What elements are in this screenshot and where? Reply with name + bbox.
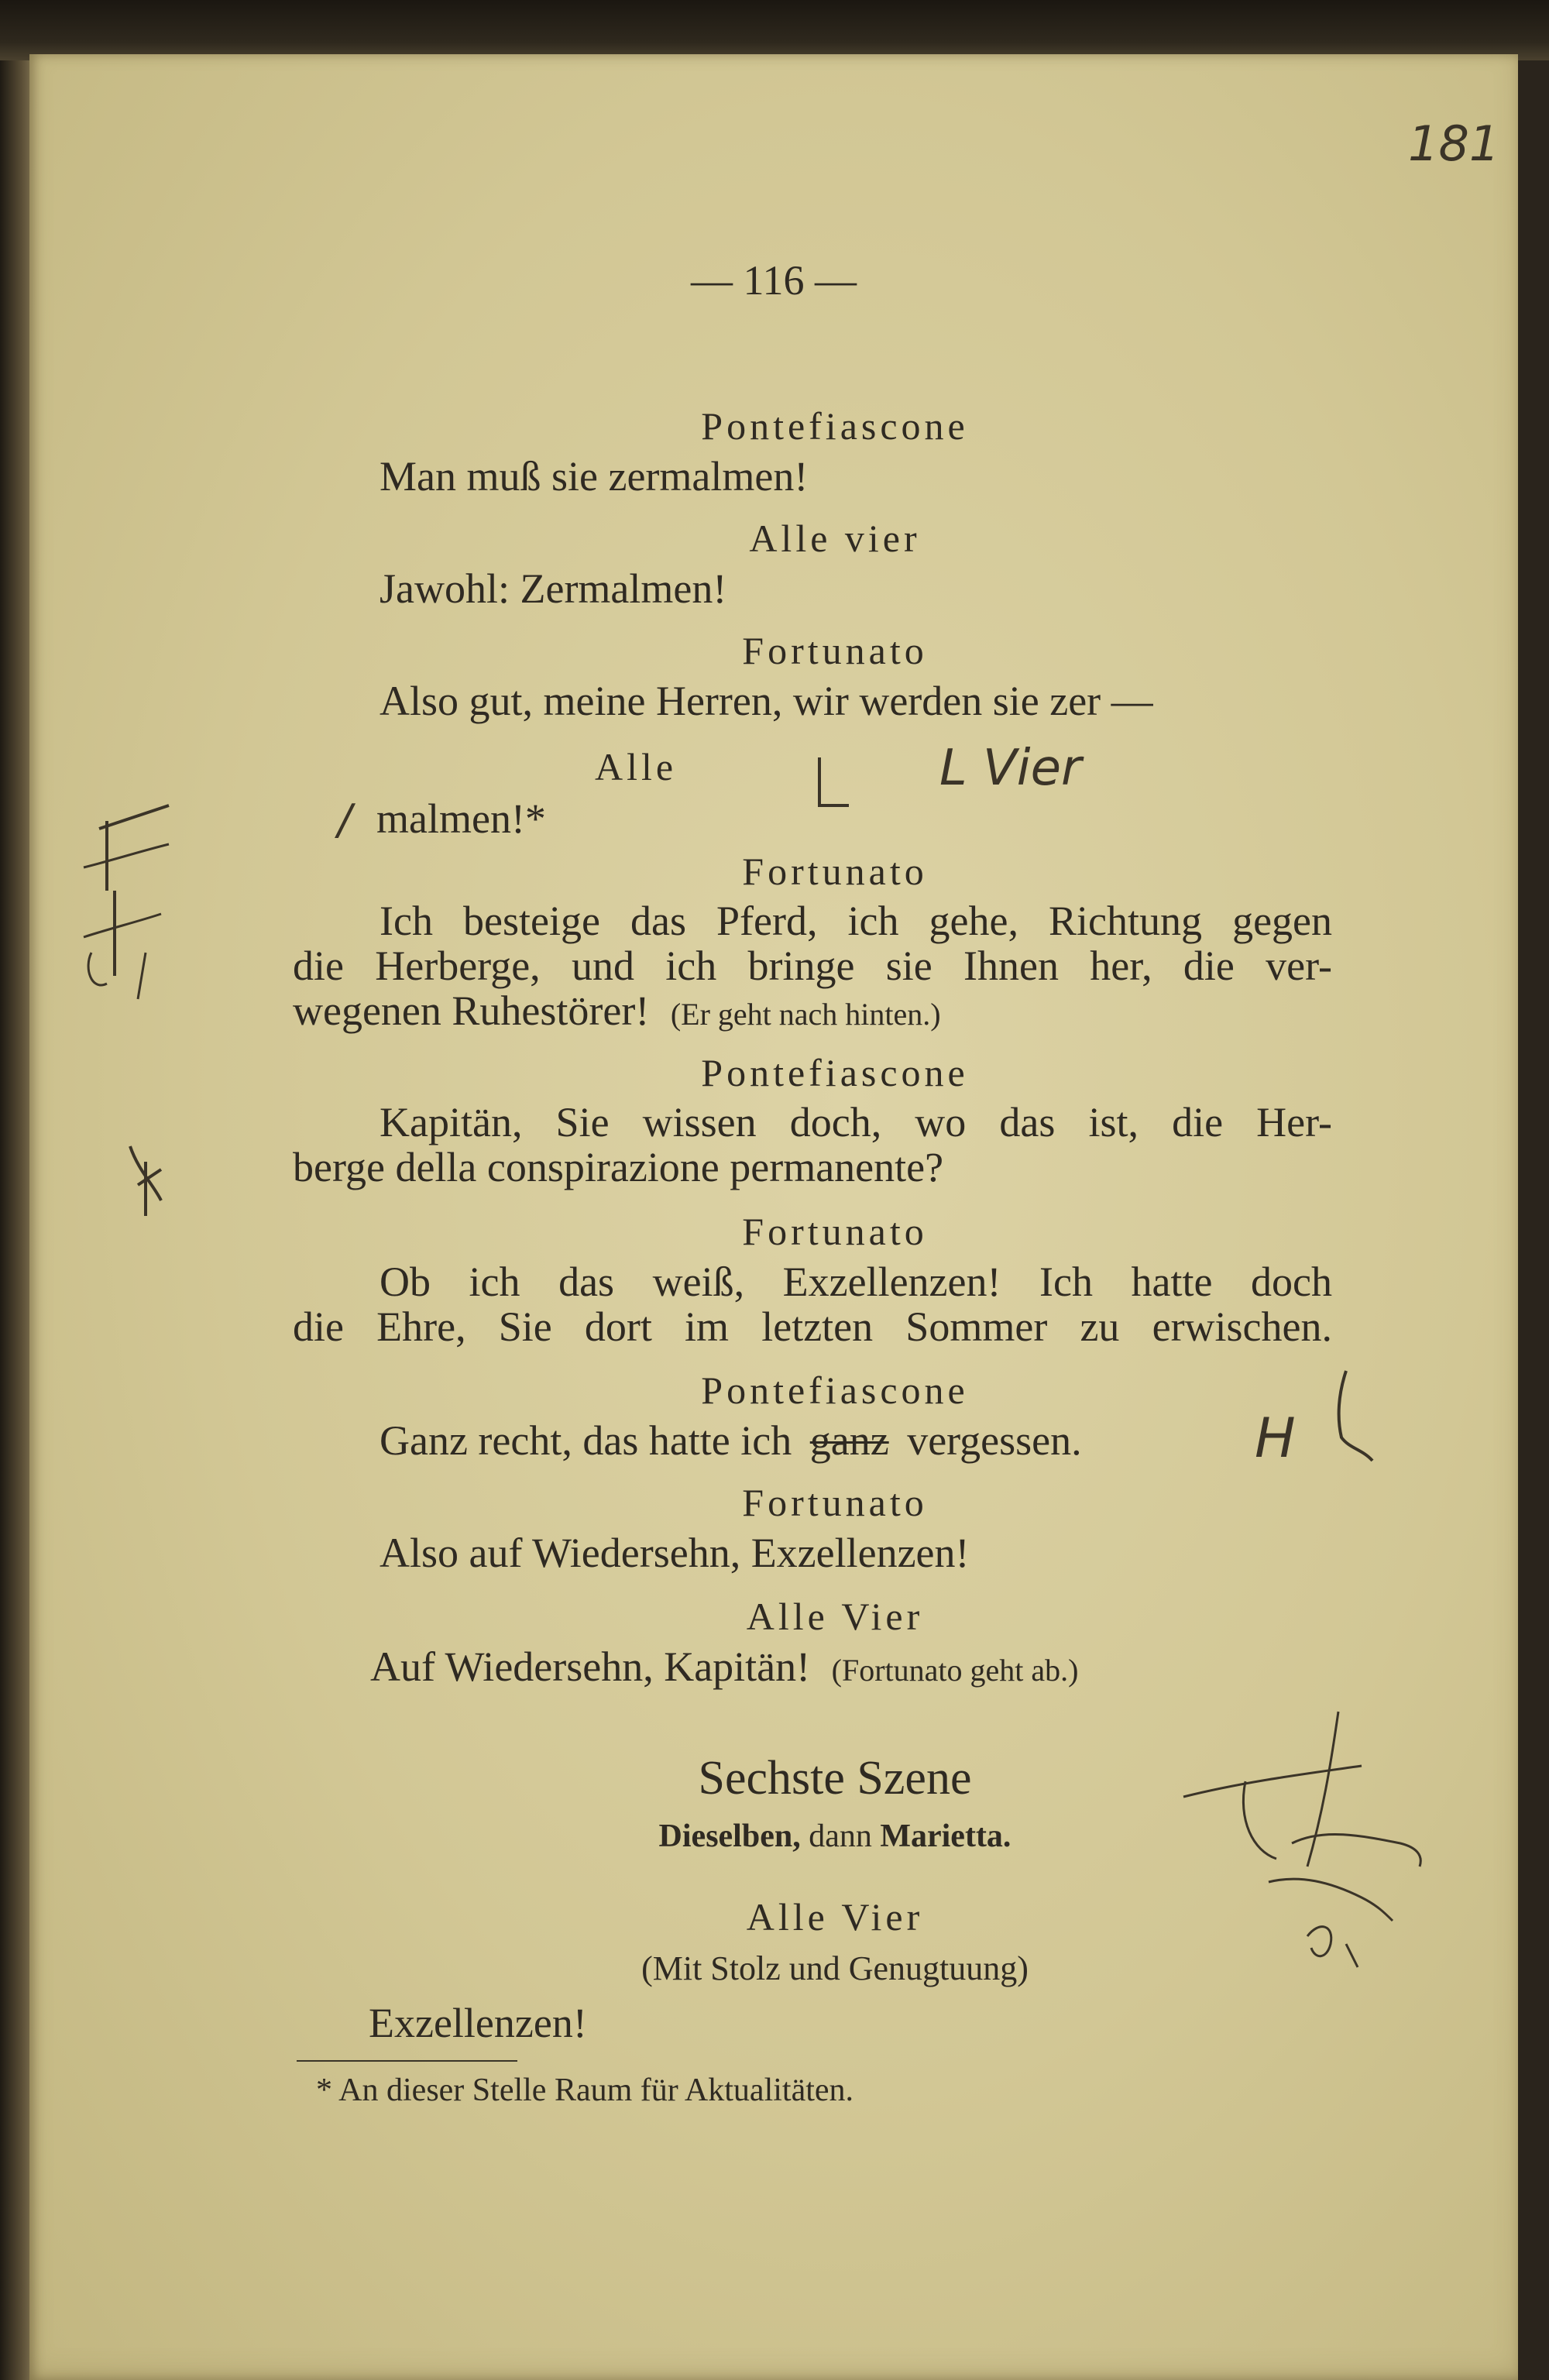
dialogue-line: Man muß sie zermalmen!: [380, 453, 809, 500]
speaker-label: Fortunato: [742, 1210, 928, 1253]
scene-persons-text: dann: [809, 1818, 872, 1854]
dialogue-line: malmen!*: [376, 795, 546, 842]
scene-title: Sechste Szene: [698, 1752, 972, 1805]
handwritten-margin-mark: H: [1255, 1406, 1296, 1470]
speaker-label: Alle Vier: [746, 1895, 924, 1939]
dialogue-text: Ganz recht, das hatte ich: [380, 1417, 792, 1464]
speaker-label: Fortunato: [742, 629, 928, 672]
dialogue-line: [380, 1417, 1082, 1464]
dialogue-line: Also auf Wiedersehn, Exzellenzen!: [380, 1530, 970, 1576]
stage-direction: (Er geht nach hinten.): [670, 997, 941, 1032]
dialogue-line: Kapitän, Sie wissen doch, wo das ist, die Her-: [380, 1099, 1332, 1145]
dialogue-line: [370, 1643, 1079, 1690]
scene-persons-bold: Marietta.: [880, 1818, 1011, 1854]
dialogue-line: die Ehre, Sie dort im letzten Sommer zu erwischen.: [293, 1303, 1332, 1350]
book-page: [29, 54, 1518, 2380]
dialogue-line: Jawohl: Zermalmen!: [380, 565, 727, 612]
speaker-label: Alle Vier: [746, 1595, 924, 1638]
handwritten-page-number: 181: [1408, 115, 1500, 172]
handwritten-line-marker: /: [338, 795, 352, 844]
right-margin-scribble: [1152, 1688, 1447, 1983]
dialogue-line: Exzellenzen!: [369, 2000, 587, 2046]
stage-direction: (Mit Stolz und Genugtuung): [641, 1949, 1029, 1987]
scene-persons-bold: Dieselben,: [658, 1818, 801, 1854]
speaker-label: Alle: [595, 745, 678, 788]
footnote: * An dieser Stelle Raum für Aktualitäten.: [316, 2073, 854, 2108]
speaker-label: Fortunato: [742, 850, 928, 893]
dialogue-line: berge della conspirazione permanente?: [293, 1144, 944, 1190]
footnote-rule: [297, 2060, 517, 2062]
dialogue-line: Ich besteige das Pferd, ich gehe, Richtung gegen: [380, 898, 1332, 944]
dialogue-text: Auf Wiedersehn, Kapitän!: [370, 1643, 811, 1690]
left-margin-scribble: [53, 798, 184, 1030]
struck-word: ganz: [809, 1417, 889, 1464]
speaker-label: Pontefiascone: [701, 404, 969, 448]
dialogue-line: die Herberge, und ich bringe sie Ihnen her, die ver-: [293, 943, 1332, 989]
handwritten-insertion: L Vier: [939, 740, 1082, 797]
dialogue-line: Ob ich das weiß, Exzellenzen! Ich hatte doch: [380, 1259, 1332, 1305]
speaker-label: Pontefiascone: [701, 1369, 969, 1412]
dialogue-line: [293, 987, 941, 1034]
handwritten-signature-mark: [1315, 1363, 1377, 1472]
speaker-label: Pontefiascone: [701, 1051, 969, 1094]
page-number: — 116 —: [691, 257, 857, 304]
scene-persons: [448, 1820, 1222, 1853]
scan-top-edge: [0, 0, 1549, 60]
speaker-label: Fortunato: [742, 1481, 928, 1524]
dialogue-text: vergessen.: [907, 1417, 1082, 1464]
dialogue-text: wegenen Ruhestörer!: [293, 987, 650, 1034]
speaker-label: Alle vier: [749, 517, 921, 560]
left-margin-tick: [115, 1138, 177, 1224]
dialogue-line: Also gut, meine Herren, wir werden sie zer —: [380, 678, 1153, 724]
handwritten-bracket-mark: [804, 751, 850, 813]
stage-direction: (Fortunato geht ab.): [831, 1653, 1079, 1688]
